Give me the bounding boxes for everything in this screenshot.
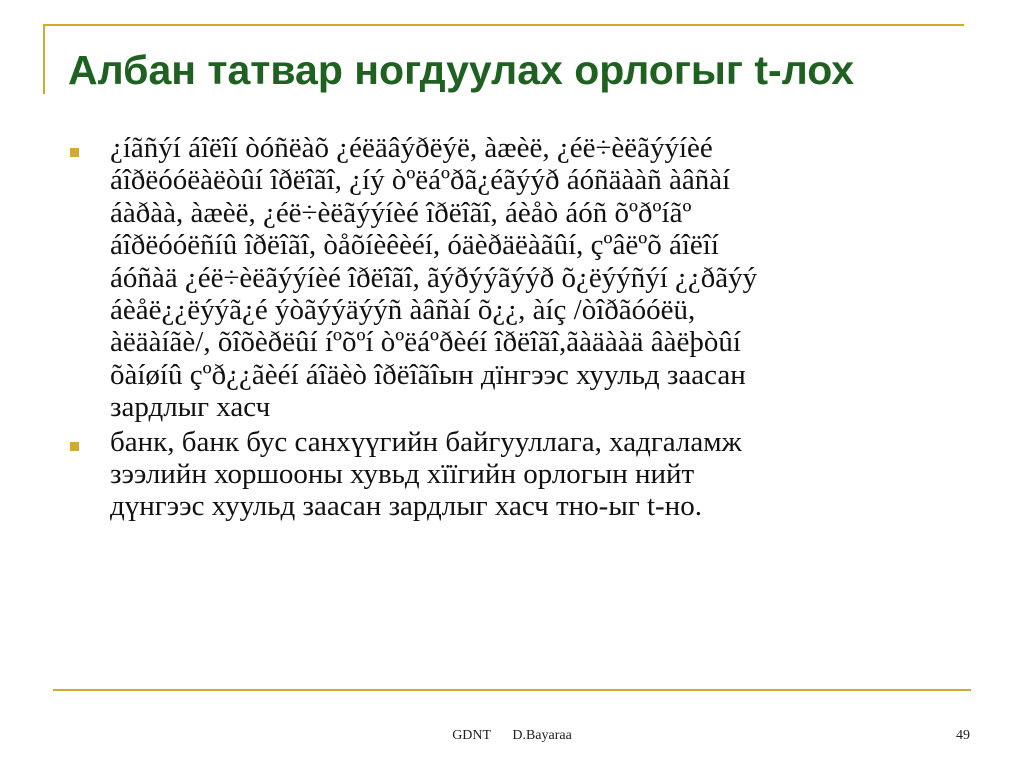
footer-author: D.Bayaraa — [512, 728, 572, 743]
square-bullet-icon — [70, 148, 79, 157]
bullet-list — [70, 132, 950, 525]
square-bullet-icon — [70, 442, 79, 451]
bullet-text: банк, банк бус санхүүгийн байгууллага, хадгаламж зээлийн хоршооны хувьд хïïгийн орлогын нийт дүнгээс хуульд заасан зардлыг хасч тно-ыг t-но. — [110, 425, 742, 523]
title-frame-top-rule — [43, 24, 964, 26]
page-number: 49 — [956, 728, 970, 743]
bullet-item — [70, 132, 950, 424]
footer-credit — [0, 728, 1024, 744]
slide-title: Албан татвар ногдуулах орлогыг t-лох — [68, 47, 855, 93]
bullet-text: ¿íãñýí áîëîí òóñëàõ ¿éëäâýðëýë, àæèë, ¿éë÷èëãýýíèé áîðëóóëàëòûí îðëîãî, ¿íý òºëáºðã¿éãýýð áóñäààñ àâñàí áàðàà, àæèë, ¿éë÷èëãýýíèé îðëîãî, áèåò áóñ õºðºíãº áîðëóóëñíû îðëîãî, òåõíèêèéí, óäèðäëàãûí, çºâëºõ áîëîí áóñàä ¿éë÷èëãýýíèé îðëîãî, ãýðýýãýýð õ¿ëýýñýí ¿¿ðãýý áèåë¿¿ëýýã¿é ýòãýýäýýñ àâñàí õ¿¿, àíç /òîðãóóëü, àëäàíãè/, õîõèðëûí íºõºí òºëáºðèéí îðëîãî,ãàäààä âàëþòûí õàíøíû çºð¿¿ãèéí áîäèò îðëîãîын дïнгээс хуульд заасан зардлыг хасч — [110, 132, 758, 424]
bullet-item — [70, 426, 950, 523]
footer-org: GDNT — [452, 728, 491, 743]
title-frame-left-rule — [43, 24, 45, 94]
footer-rule — [53, 689, 971, 691]
